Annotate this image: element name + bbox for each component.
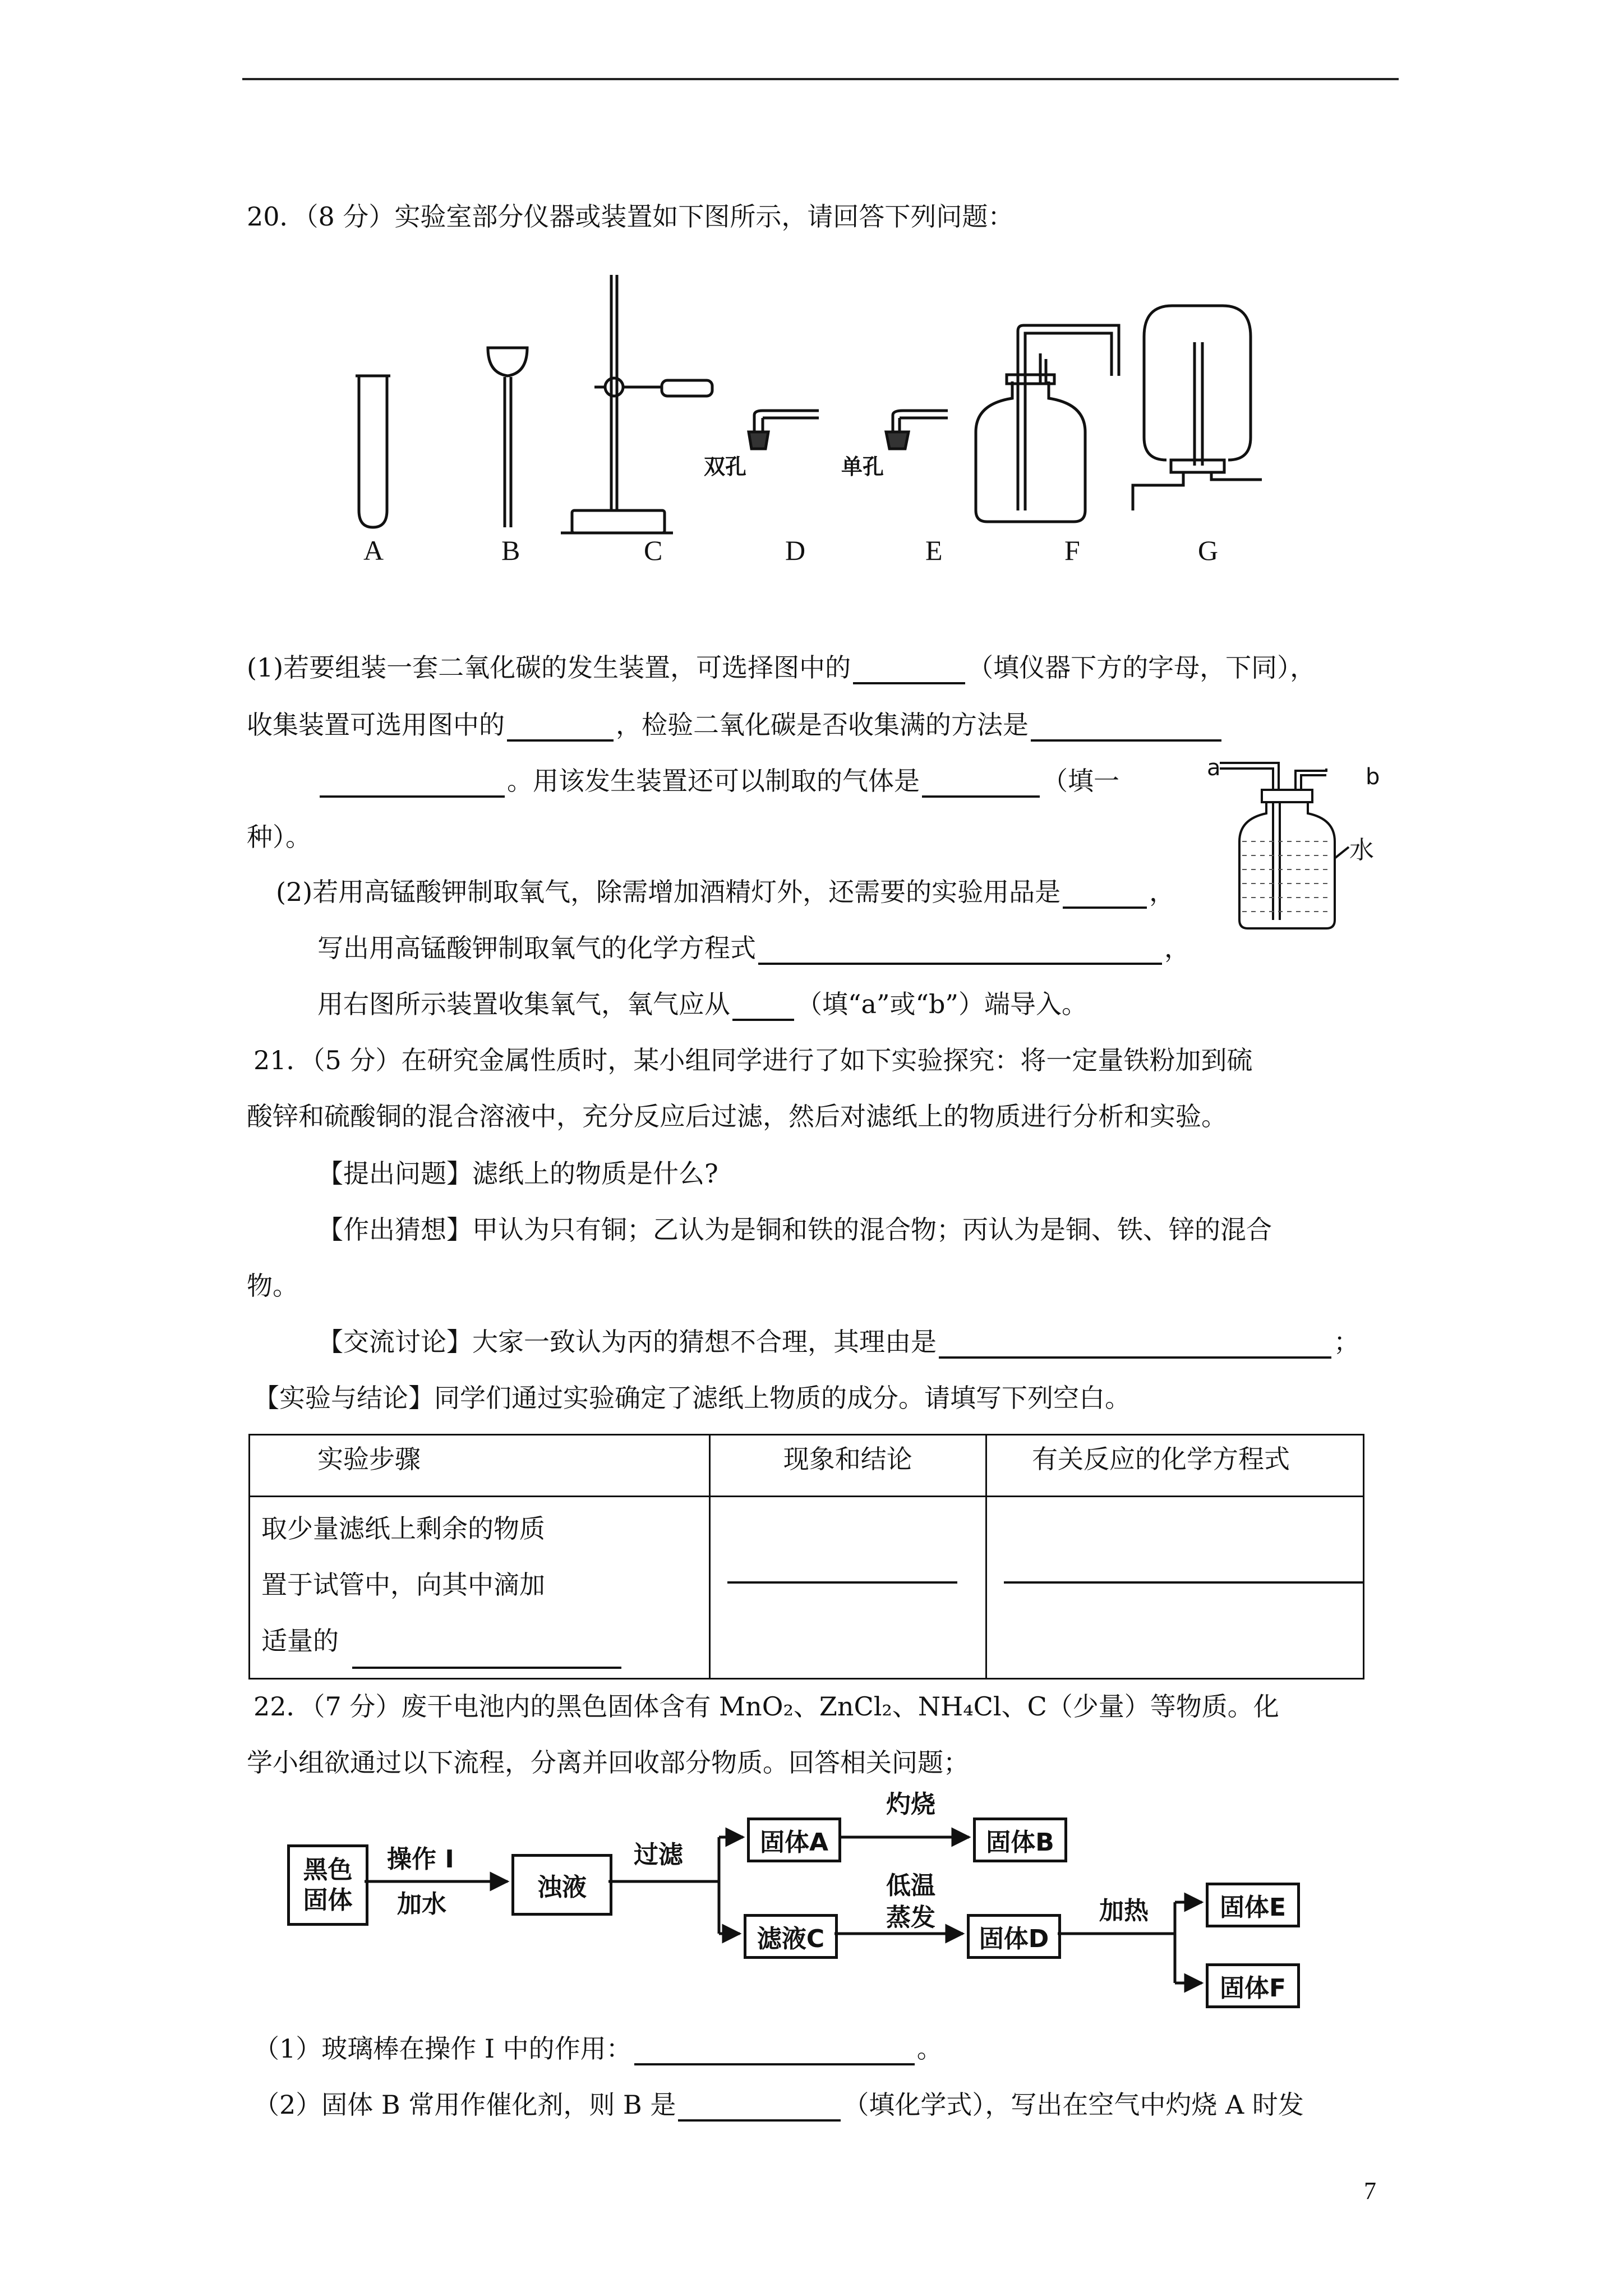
- q21-guess-line2: 物。: [247, 1271, 298, 1301]
- label-d: D: [785, 535, 806, 566]
- flow-label-burn: 灼烧: [886, 1790, 935, 1819]
- table-header-equation: 有关反应的化学方程式: [986, 1435, 1364, 1497]
- flow-label-filter: 过滤: [634, 1841, 683, 1869]
- bottle-end-a: a: [1207, 757, 1221, 781]
- step-line: 适量的: [261, 1626, 339, 1656]
- page-number: 7: [1364, 2177, 1376, 2205]
- q21-discuss: 【交流讨论】大家一致认为丙的猜想不合理，其理由是 ；: [317, 1325, 1359, 1359]
- q20-p2-line2: 写出用高锰酸钾制取氧气的化学方程式 ，: [317, 931, 1190, 965]
- label-a: A: [363, 535, 384, 566]
- q20-p1-line2: 收集装置可选用图中的 ，检验二氧化碳是否收集满的方法是: [247, 708, 1224, 742]
- label-double-hole: 双孔: [704, 454, 747, 479]
- flow-label-evaporate: 蒸发: [886, 1903, 935, 1932]
- step-line: 取少量滤纸上剩余的物质: [261, 1513, 545, 1544]
- q20-stem: 20．（8 分）实验室部分仪器或装置如下图所示，请回答下列问题：: [247, 201, 1014, 232]
- flow-label-add-water: 加水: [397, 1890, 446, 1918]
- bottle-end-b: b: [1366, 764, 1380, 790]
- q20-p2-line3: 用右图所示装置收集氧气，氧气应从 （填“a”或“b”）端导入。: [317, 987, 1087, 1021]
- q20-p1-line1: (1)若要组装一套二氧化碳的发生装置，可选择图中的 （填仪器下方的字母，下同），: [247, 651, 1316, 684]
- label-g: G: [1198, 535, 1219, 566]
- q20-p1-line4: 种）。: [247, 822, 311, 852]
- flow-box-solid-f: 固体F: [1206, 1963, 1300, 2008]
- table-header-phenomena: 现象和结论: [709, 1435, 986, 1497]
- flow-box-solid-e: 固体E: [1206, 1883, 1300, 1927]
- answer-blank[interactable]: [634, 2039, 915, 2065]
- flow-box-black-solid: 黑色 固体: [287, 1844, 368, 1926]
- flow-box-solid-a: 固体A: [747, 1818, 841, 1862]
- q20-p1-line3: 。用该发生装置还可以制取的气体是 （填一: [317, 764, 1119, 798]
- step-line: 置于试管中，向其中滴加: [261, 1570, 545, 1600]
- q20-p2-line1: (2)若用高锰酸钾制取氧气，除需增加酒精灯外，还需要的实验用品是 ，: [276, 875, 1175, 909]
- label-e: E: [925, 535, 943, 566]
- q21-stem-line1: 21．（5 分）在研究金属性质时，某小组同学进行了如下实验探究：将一定量铁粉加到硫: [253, 1045, 1253, 1075]
- q22-stem-line2: 学小组欲通过以下流程，分离并回收部分物质。回答相关问题；: [247, 1747, 969, 1778]
- q22-p1: （1）玻璃棒在操作 I 中的作用： 。: [253, 2032, 943, 2065]
- flow-box-solid-d: 固体D: [967, 1914, 1061, 1959]
- q22-stem-line1: 22．（7 分）废干电池内的黑色固体含有 MnO₂、ZnCl₂、NH₄Cl、C（少量）等物质。化: [253, 1691, 1279, 1722]
- flow-box-solid-b: 固体B: [973, 1818, 1067, 1862]
- q21-stem-line2: 酸锌和硫酸铜的混合溶液中，充分反应后过滤，然后对滤纸上的物质进行分析和实验。: [247, 1101, 1227, 1131]
- answer-blank[interactable]: [678, 2095, 841, 2122]
- label-b: B: [501, 535, 520, 566]
- flow-label-low-temp: 低温: [886, 1871, 935, 1900]
- table-header-steps: 实验步骤: [250, 1435, 710, 1497]
- q22-p2: （2）固体 B 常用作催化剂，则 B 是 （填化学式），写出在空气中灼烧 A 时发: [253, 2088, 1304, 2122]
- flow-label-operation: 操作 I: [387, 1845, 454, 1874]
- label-c: C: [644, 535, 663, 566]
- bottle-water-label: 水: [1349, 836, 1374, 864]
- q21-question: 【提出问题】滤纸上的物质是什么?: [317, 1158, 718, 1189]
- flow-label-heat: 加热: [1099, 1897, 1149, 1925]
- flow-box-turbid: 浊液: [511, 1854, 612, 1916]
- label-f: F: [1064, 535, 1080, 566]
- q21-guess-line1: 【作出猜想】甲认为只有铜；乙认为是铜和铁的混合物；丙认为是铜、铁、锌的混合: [317, 1214, 1272, 1245]
- flow-box-filtrate-c: 滤液C: [744, 1914, 838, 1959]
- q21-conclusion: 【实验与结论】同学们通过实验确定了滤纸上物质的成分。请填写下列空白。: [253, 1383, 1131, 1413]
- label-single-hole: 单孔: [841, 454, 884, 479]
